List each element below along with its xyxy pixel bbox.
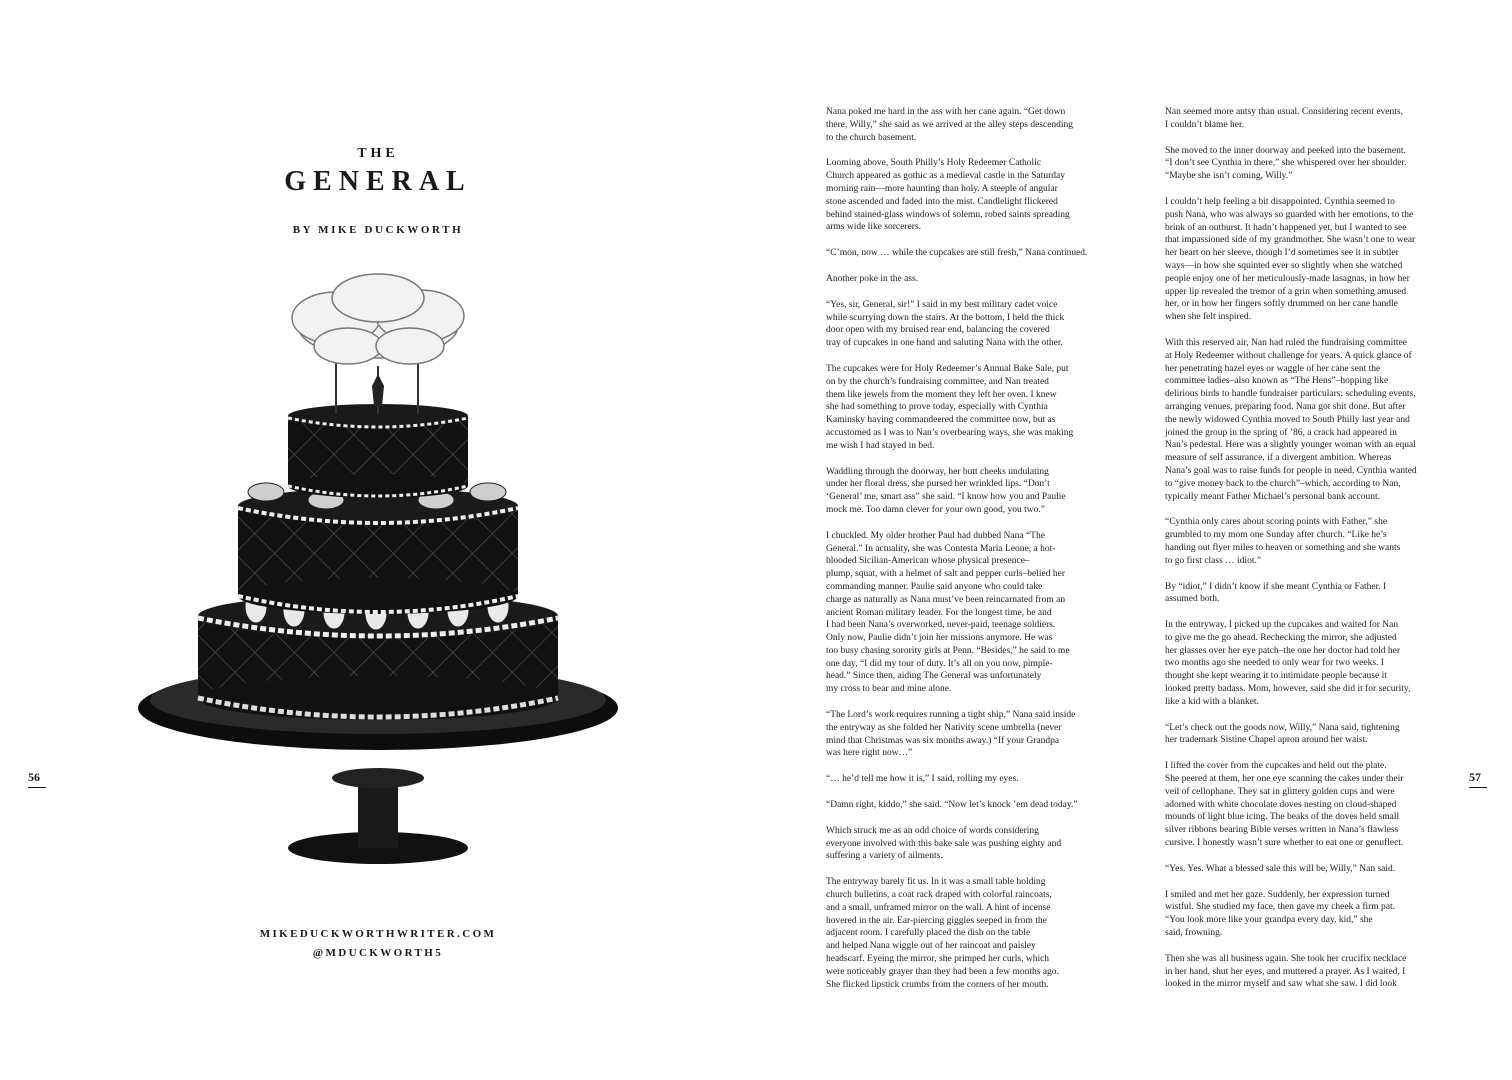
paragraph: Nana poked me hard in the ass with her cane again. “Get down there, Willy,” she said as we arrived at the alley steps descending to the church basement.: [826, 107, 1074, 143]
author-social-handle: @MDUCKWORTH5: [312, 947, 444, 959]
paragraph: Looming above, South Philly’s Holy Redeemer Catholic Church appeared as gothic as a medieval castle in the Saturday morning rain—more haunting than holy. A steeple of angular stone ascended and faded into the mist. Candlelight flickered behind stained-glass windows of solemn, robed saints spreading arms wide like sorcerers.: [826, 158, 1070, 233]
page-title: GENERAL: [284, 166, 472, 197]
paragraph: Then she was all business again. She took her crucifix necklace in her hand, shut her eyes, and muttered a prayer. As I waited, I looked in the mirror myself and saw what she saw. I did look: [1165, 953, 1407, 990]
paragraph: “The Lord’s work requires running a tight ship,” Nana said inside the entryway as she folded her Nativity scene umbrella (never mind that Christmas was six months away.) “If your Grandpa was here right now…”: [826, 710, 1076, 759]
three-tier-cake-icon: [136, 256, 620, 876]
paragraph: In the entryway, I picked up the cupcakes and waited for Nan to give me the go ahead. Rechecking the mirror, she adjusted her glasses over her eye patch–the one her doctor had told her two months ago she needed to only wear for two weeks. I thought she kept wearing it to intimidate people because it looked pretty badass. Mom, however, said she did it for security, like a kid with a blanket.: [1165, 620, 1411, 707]
paragraph: “… he’d tell me how it is,” I said, rolling my eyes.: [826, 774, 1019, 785]
text-column-1: [826, 106, 1106, 1006]
paragraph: “Cynthia only cares about scoring points with Father,” she grumbled to my mom one Sunday after church. “Like he’s handing out flyer miles to heaven or something and she wants to go first class … idiot.”: [1165, 517, 1401, 566]
paragraph: With this reserved air, Nan had ruled the fundraising committee at Holy Redeemer without challenge for years. A quick glance of her penetrating hazel eyes or waggle of her cane sent the committee ladies–also known as “The Hens”–hopping like delirious birds to handle fundraiser particulars: scheduling events, arranging venues, preparing food. Nana got shit done. But after the newly widowed Cynthia moved to South Philly last year and joined the group in the spring of ’86, a crack had appeared in Nan’s pedestal. Here was a slightly younger woman with an equal measure of self assurance, if a divergent ambition. Whereas Nana’s goal was to raise funds for people in need, Cynthia wanted to “give money back to the church”–which, according to Nan, typically meant Father Michael’s personal bank account.: [1165, 337, 1417, 502]
paragraph: “Yes, sir, General, sir!” I said in my best military cadet voice while scurrying down the stairs. At the bottom, I held the thick door open with my bruised rear end, balancing the covered tray of cupcakes in one hand and saluting Nana with the other.: [826, 299, 1065, 349]
paragraph: Which struck me as an odd choice of words considering everyone involved with this bake sale was pushing eighty and suffering a variety of ailments.: [826, 825, 1062, 862]
text-column-2: [1165, 106, 1441, 1006]
paragraph: I lifted the cover from the cupcakes and held out the plate. She peered at them, her one eye scanning the cakes under their veil of cellophane. They sat in glittery golden cups and were adorned with white chocolate doves nesting on cloud-shaped mounds of light blue icing. The beaks of the doves held small silver ribbons bearing Bible verses written in Nana’s flawless cursive. I honestly wasn’t sure whether to eat one or genuflect.: [1165, 761, 1404, 849]
paragraph: “C’mon, now … while the cupcakes are still fresh,” Nana continued.: [826, 248, 1088, 259]
paragraph: Nan seemed more antsy than usual. Considering recent events, I couldn’t blame her.: [1165, 107, 1403, 130]
paragraph: I smiled and met her gaze. Suddenly, her expression turned wistful. She studied my face, then gave my cheek a firm pat. “You look more like your grandpa every day, kid,” she said, frowning.: [1165, 889, 1396, 939]
paragraph: “Let’s check out the goods now, Willy,” Nana said, tightening her trademark Sistine Chapel apron around her waist.: [1165, 722, 1400, 746]
paragraph: Another poke in the ass.: [826, 273, 919, 284]
title-prefix: THE: [357, 146, 399, 161]
author-website: MIKEDUCKWORTHWRITER.COM: [259, 928, 497, 940]
paragraph: “Damn right, kiddo,” she said. “Now let’s knock ’em dead today.”: [826, 800, 1078, 811]
paragraph: The cupcakes were for Holy Redeemer’s Annual Bake Sale, put on by the church’s fundraising committee, and Nan treated them like jewels from the moment they left her oven. I knew she had something to prove today, especially with Cynthia Kaminsky having commandeered the committee now, but as accustomed as I was to Nan’s overbearing ways, she was making me wish I had stayed in bed.: [826, 363, 1074, 451]
paragraph: The entryway barely fit us. In it was a small table holding church bulletins, a coat rack draped with colorful raincoats, and a small, unframed mirror on the wall. A hint of incense hovered in the air. Ear-piercing giggles seeped in from the adjacent room. I carefully placed the dish on the table and helped Nana wiggle out of her raincoat and paisley headscarf. Eyeing the mirror, she primped her curls, which were noticeably grayer than they had been a few months ago. She flicked lipstick crumbs from the corners of her mouth.: [826, 877, 1059, 990]
paragraph: I chuckled. My older brother Paul had dubbed Nana “The General.” In actuality, she was Contesta Maria Leone, a hot- blooded Sicilian-American whose physical presence– plump, squat, with a helmet of salt and pepper curls–belied her commanding manner. Paulie said anyone who could take charge as naturally as Nana must’ve been reincarnated from an ancient Roman military leader. For the longest time, he and I had been Nana’s overworked, never-paid, teenage soldiers. Only now, Paulie didn’t join her missions anymore. He was too busy chasing sorority girls at Penn. “Besides,” he said to me one day, “I did my tour of duty. It’s all on you now, pimple- head.” Since then, aiding The General was unfortunately my cross to bear and mine alone.: [826, 530, 1070, 695]
paragraph: “Yes. Yes. What a blessed sale this will be, Willy,” Nan said.: [1165, 863, 1396, 874]
paragraph: She moved to the inner doorway and peeked into the basement. “I don’t see Cynthia in there,” she whispered over her shoulder. “Maybe she isn’t coming, Willy.”: [1165, 145, 1407, 182]
paragraph: I couldn’t help feeling a bit disappointed. Cynthia seemed to push Nana, who was always so guarded with her emotions, to the brink of an outburst. It hadn’t happened yet, but I wanted to see that impassioned side of my grandmother. She wasn’t one to wear her heart on her sleeve, though I’d sometimes see it in subtler ways—in how she squinted ever so slightly when she watched people enjoy one of her meticulously-made lasagnas, in how her upper lip revealed the tremor of a grin when something amused her, or in how her fingers softly drummed on her cane handle when she felt inspired.: [1165, 196, 1416, 323]
page-number-left: 56: [28, 770, 46, 788]
page-number-right: 57: [1469, 770, 1487, 788]
paragraph: Waddling through the doorway, her butt cheeks undulating under her floral dress, she pursed her wrinkled lips. “Don’t ‘General’ me, smart ass” she said. “I know how you and Paulie mock me. Too damn clever for your own good, you two.”: [826, 466, 1066, 515]
paragraph: By “idiot,” I didn’t know if she meant Cynthia or Father. I assumed both.: [1165, 581, 1387, 605]
author-byline: BY MIKE DUCKWORTH: [292, 224, 464, 236]
